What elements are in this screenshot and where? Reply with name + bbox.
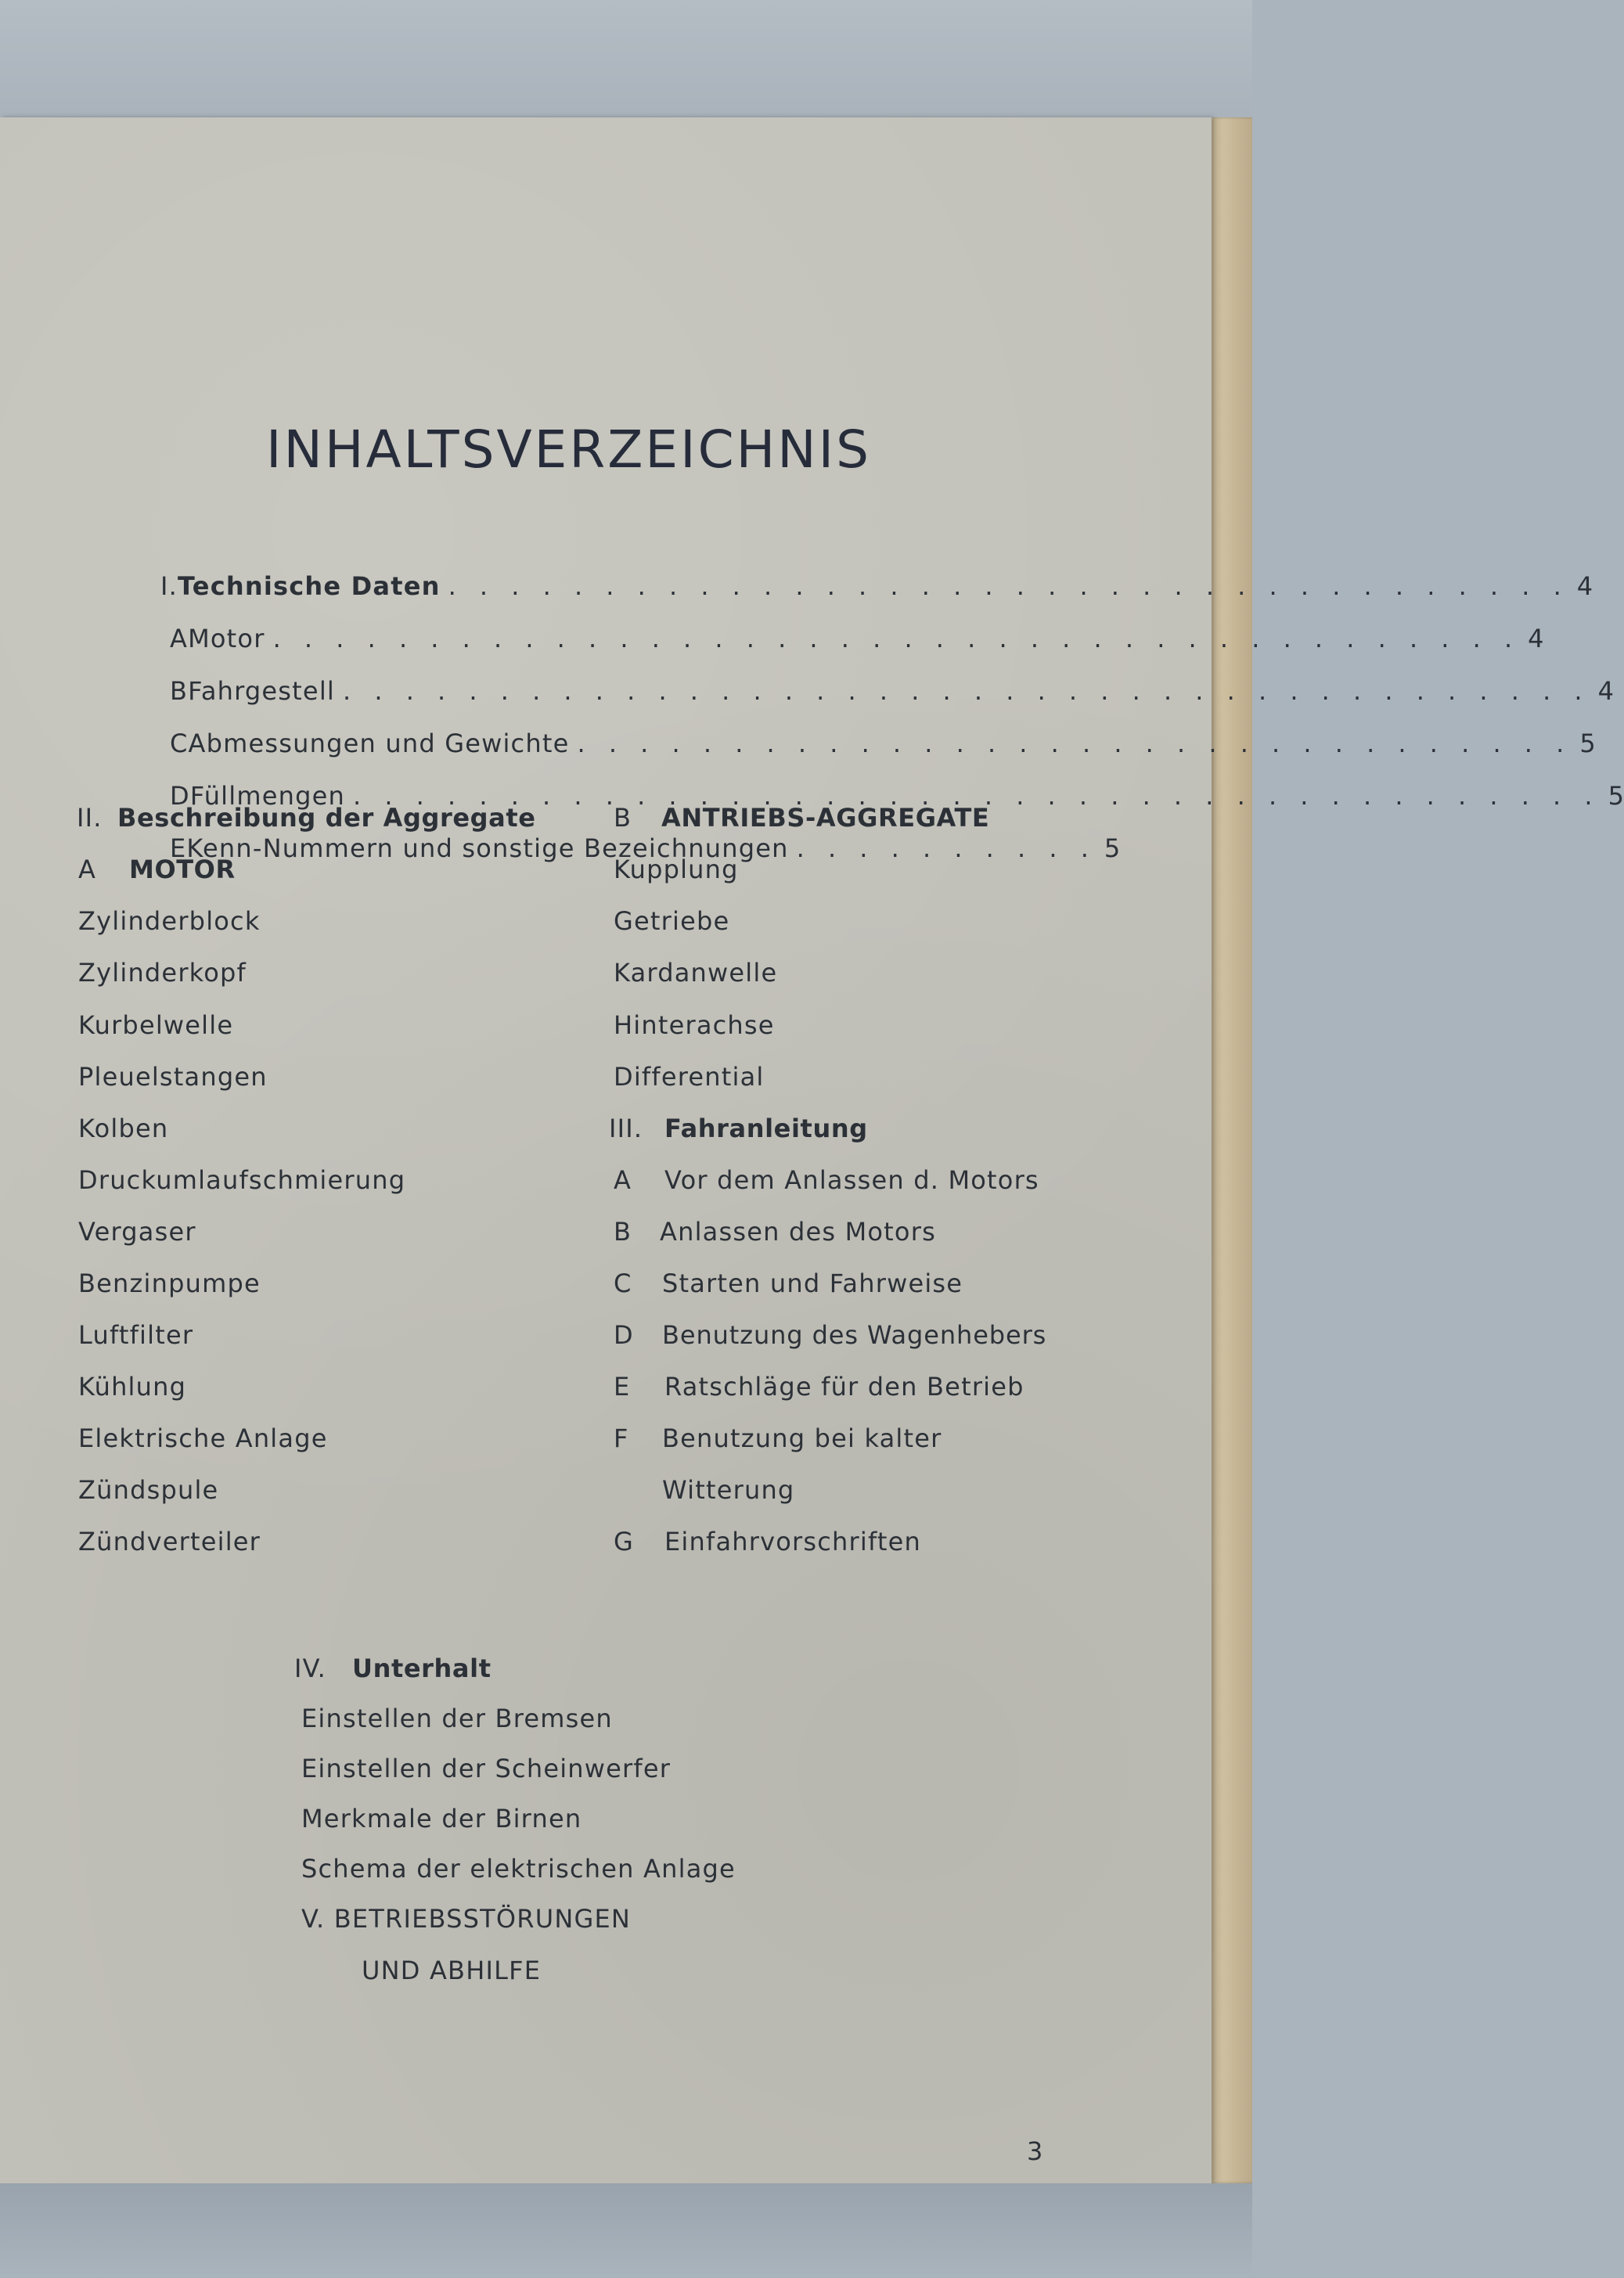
book-page	[0, 117, 1624, 2183]
item-letter: E	[614, 1372, 631, 1402]
subsection-heading: MOTOR	[129, 855, 236, 884]
section-heading-continued: UND ABHILFE	[362, 1956, 542, 1985]
page-ref: 4	[1528, 623, 1544, 653]
section-number: II.	[77, 803, 103, 833]
page-ref: 4	[1597, 675, 1614, 706]
list-item: Druckumlaufschmierung	[78, 1165, 406, 1195]
page-ref: 5	[1608, 780, 1624, 811]
item-letter: C	[170, 728, 189, 758]
list-item: Kolben	[78, 1114, 169, 1143]
item-letter: B	[170, 675, 189, 706]
section-heading: Fahranleitung	[664, 1114, 868, 1143]
list-item: Einstellen der Bremsen	[301, 1704, 613, 1733]
toc-row	[160, 717, 1596, 769]
item-label: Fahrgestell	[188, 675, 335, 706]
item-letter: D	[614, 1320, 634, 1350]
list-item: Zylinderblock	[78, 906, 261, 936]
dot-leader: . . . . . . . . . . . . . . . . . . . . . . . . . . . . . . . . . . . .	[448, 570, 1569, 601]
item-label: Motor	[188, 623, 265, 653]
book-edge	[1205, 117, 1252, 2183]
dot-leader: . . . . . . . . . . . . . . . . . . . . . . . . . . . . . . . .	[577, 728, 1572, 758]
dot-leader: . . . . . . . . . .	[796, 833, 1096, 863]
section-number: I.	[160, 570, 178, 601]
item-label: Benutzung des Wagenhebers	[662, 1320, 1047, 1350]
sub-letter: B	[614, 803, 632, 833]
background-top	[0, 0, 1252, 125]
section-number: III.	[609, 1114, 643, 1143]
list-item: Getriebe	[614, 906, 730, 936]
list-item: Elektrische Anlage	[78, 1423, 328, 1453]
list-item: Luftfilter	[78, 1320, 194, 1350]
item-label: Starten und Fahrweise	[662, 1269, 963, 1298]
page-ref: 4	[1576, 570, 1593, 601]
item-letter: F	[614, 1423, 629, 1453]
list-item: Kühlung	[78, 1372, 187, 1402]
subsection-heading: ANTRIEBS-AGGREGATE	[661, 803, 990, 833]
page-number: 3	[1027, 2136, 1043, 2166]
list-item: Zündverteiler	[78, 1527, 261, 1556]
item-label: Anlassen des Motors	[660, 1217, 936, 1247]
list-item: Kurbelwelle	[78, 1010, 234, 1040]
background-bottom	[0, 2183, 1252, 2278]
item-label: Abmessungen und Gewichte	[188, 728, 570, 758]
section-number: IV.	[294, 1654, 326, 1683]
item-letter: A	[170, 623, 189, 653]
item-label: Kenn-Nummern und sonstige Bezeichnungen	[186, 833, 789, 863]
page-ref: 5	[1579, 728, 1596, 758]
item-letter: A	[614, 1165, 632, 1195]
toc-row-heading	[160, 560, 1593, 612]
toc-row	[160, 664, 1614, 717]
page-title: INHALTSVERZEICHNIS	[266, 419, 872, 480]
item-label: Füllmengen	[189, 780, 345, 811]
dot-leader: . . . . . . . . . . . . . . . . . . . . . . . . . . . . . . . . . . . . . . . .	[343, 675, 1590, 706]
item-label: Ratschläge für den Betrieb	[664, 1372, 1024, 1402]
item-label: Witterung	[662, 1475, 795, 1505]
list-item: Schema der elektrischen Anlage	[301, 1854, 736, 1884]
sub-letter: A	[78, 855, 97, 884]
list-item: Vergaser	[78, 1217, 196, 1247]
dot-leader: . . . . . . . . . . . . . . . . . . . . . . . . . . . . . . . . . . . . . . . .	[272, 623, 1521, 653]
toc-row	[160, 612, 1544, 664]
item-label: Einfahrvorschriften	[664, 1527, 921, 1556]
list-item: Merkmale der Birnen	[301, 1804, 582, 1834]
item-letter: B	[614, 1217, 632, 1247]
item-letter: D	[170, 780, 190, 811]
item-label: Vor dem Anlassen d. Motors	[664, 1165, 1039, 1195]
list-item: Pleuelstangen	[78, 1062, 268, 1092]
item-label: Benutzung bei kalter	[662, 1423, 942, 1453]
list-item: Zündspule	[78, 1475, 219, 1505]
section-heading: Technische Daten	[178, 570, 441, 601]
item-letter: G	[614, 1527, 634, 1556]
section-heading: V. BETRIEBSSTÖRUNGEN	[301, 1904, 632, 1934]
list-item: Zylinderkopf	[78, 958, 247, 988]
list-item: Einstellen der Scheinwerfer	[301, 1754, 672, 1783]
list-item: Differential	[614, 1062, 765, 1092]
list-item: Kardanwelle	[614, 958, 778, 988]
item-letter: E	[170, 833, 187, 863]
page-ref: 5	[1104, 833, 1121, 863]
section-heading: Beschreibung der Aggregate	[117, 803, 536, 833]
section-heading: Unterhalt	[352, 1654, 492, 1683]
dot-leader: . . . . . . . . . . . . . . . . . . . . . . . . . . . . . . . . . . . . . . . .	[352, 780, 1601, 811]
list-item: Hinterachse	[614, 1010, 775, 1040]
list-item: Benzinpumpe	[78, 1269, 261, 1298]
item-letter: C	[614, 1269, 632, 1298]
list-item: Kupplung	[614, 855, 739, 884]
